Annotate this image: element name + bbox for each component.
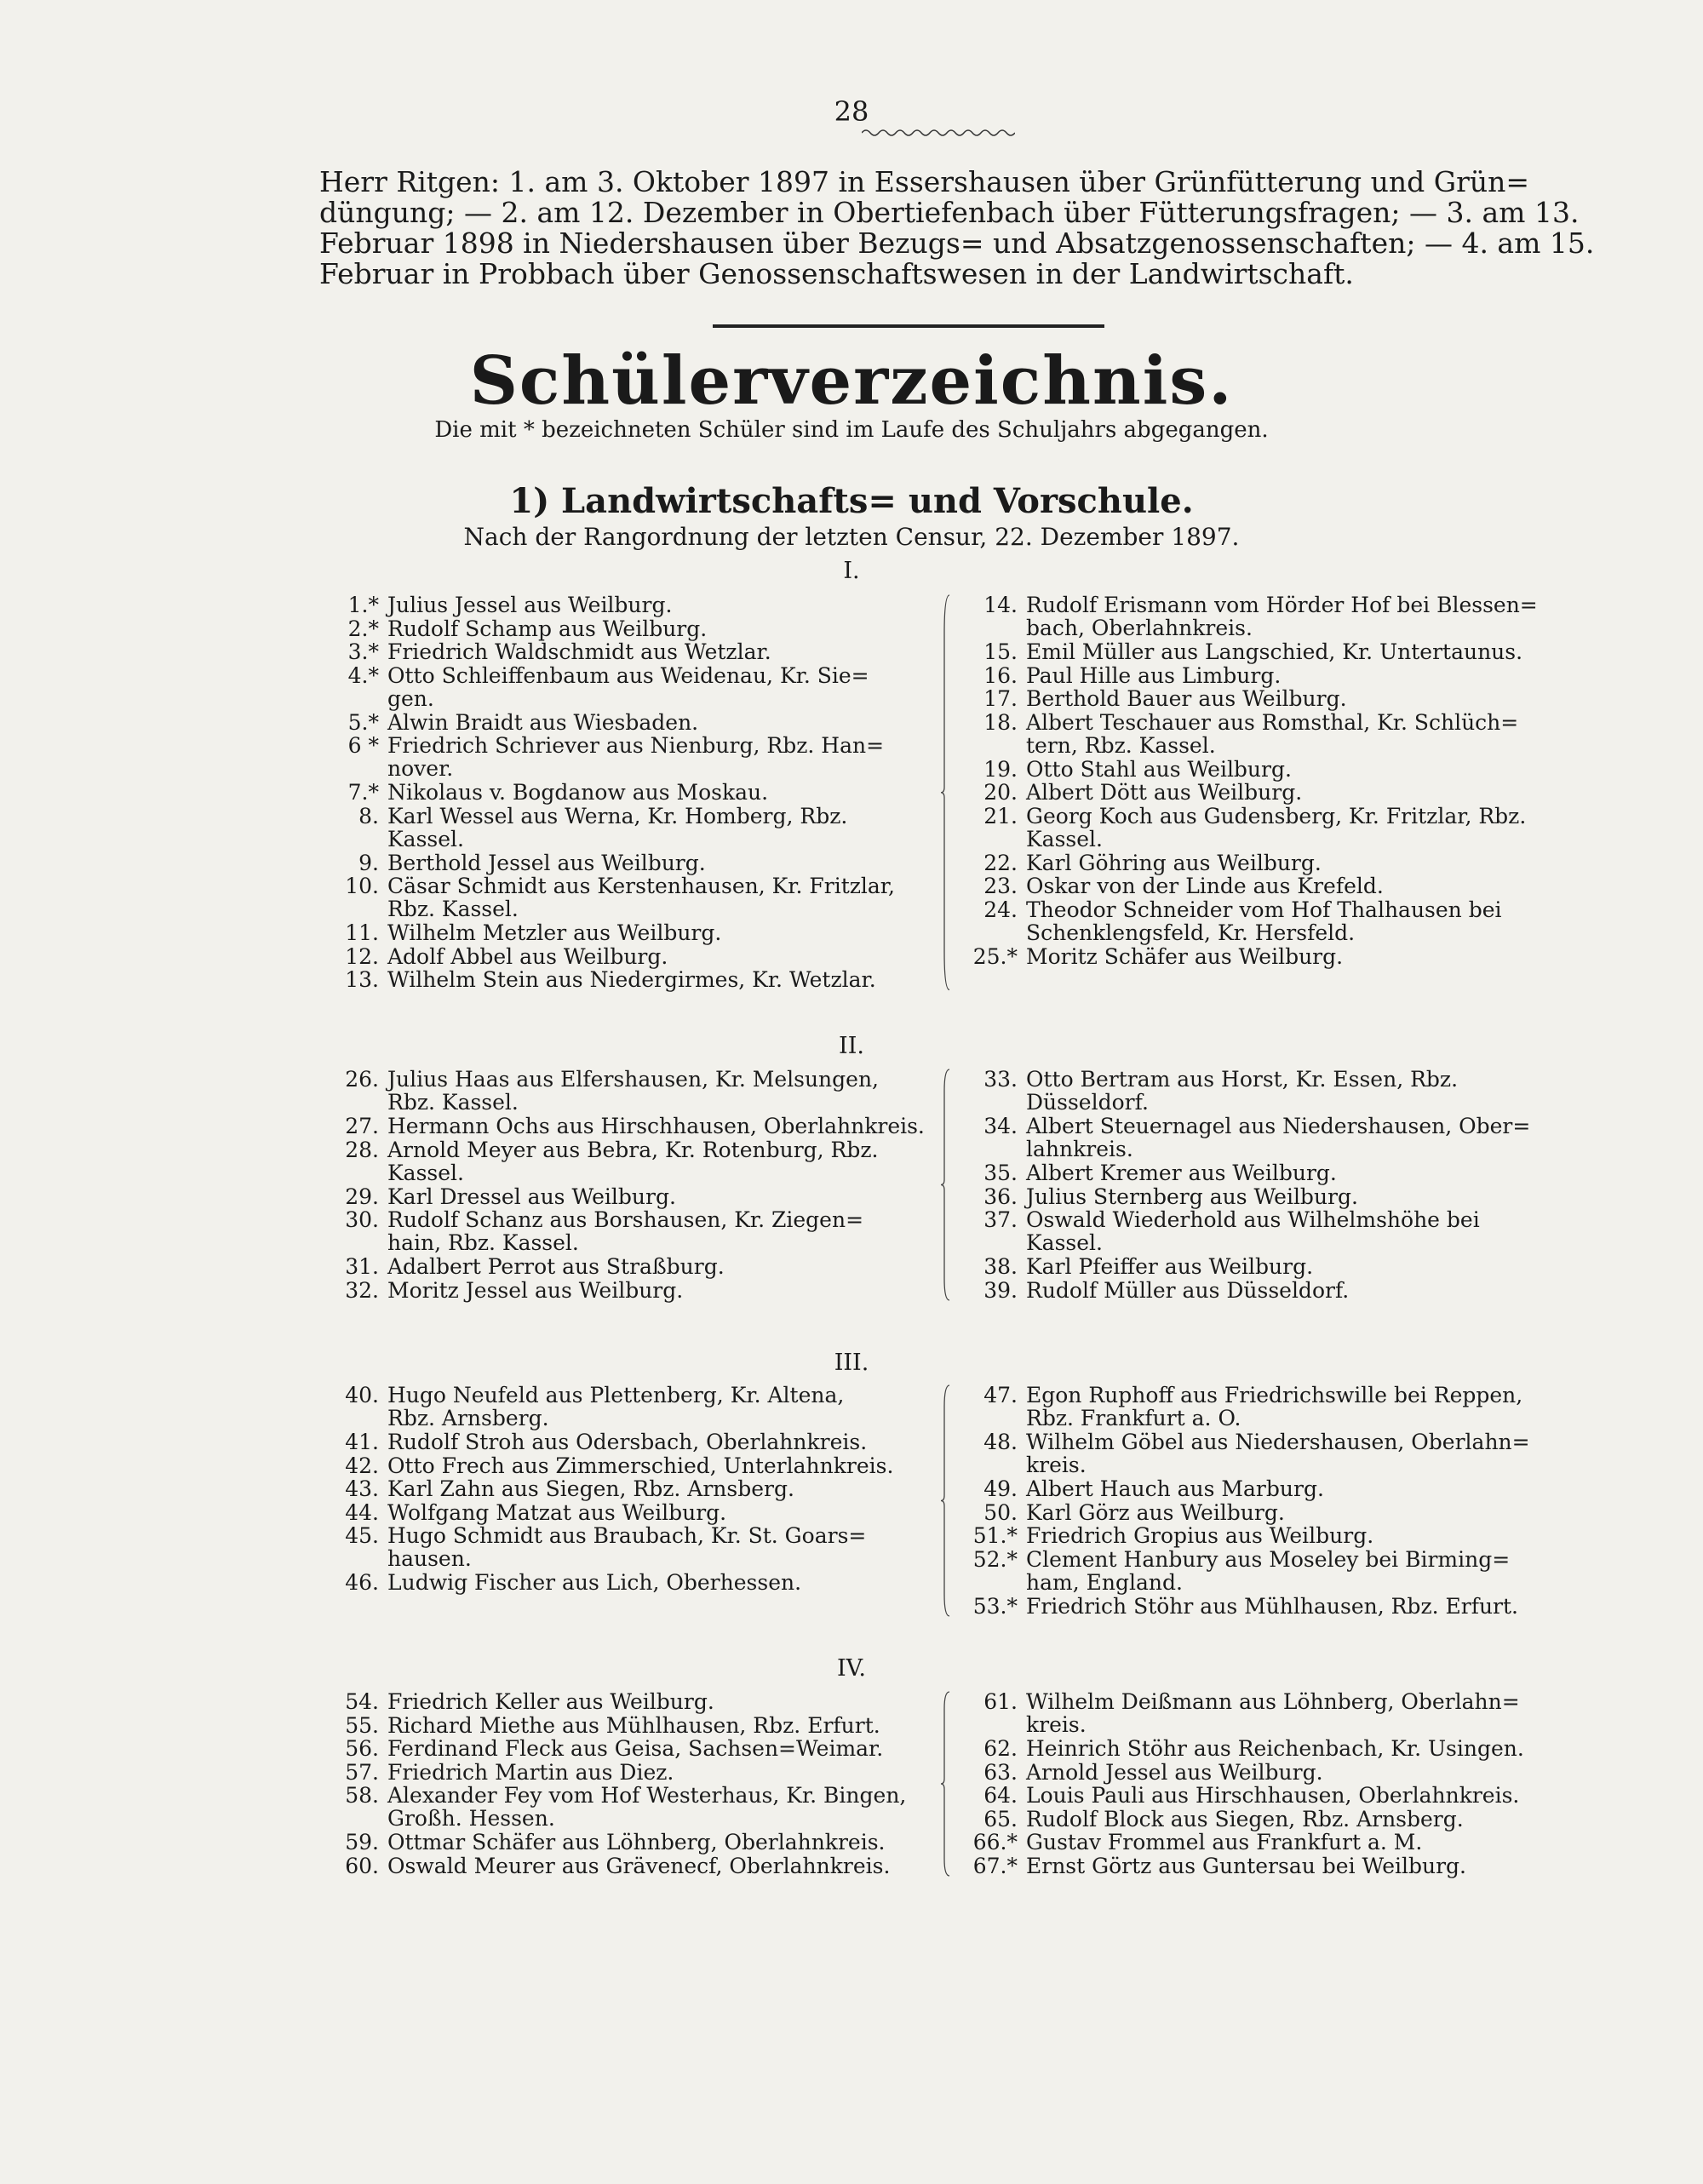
student-number: 62. — [983, 1736, 1018, 1761]
page-number: 28 — [834, 95, 869, 128]
student-text: Ludwig Fischer aus Lich, Oberhessen. — [387, 1570, 802, 1595]
student-entry — [972, 1830, 1614, 1854]
student-number: 12. — [345, 943, 379, 969]
student-entry — [983, 1383, 1614, 1430]
student-number: 7.* — [347, 780, 379, 805]
intro-paragraph — [319, 167, 1597, 289]
student-text: Rudolf Stroh aus Odersbach, Oberlahnkreis. — [387, 1430, 868, 1454]
student-text: Theodor Schneider vom Hof Thalhausen bei — [1026, 897, 1502, 922]
student-text: Rbz. Kassel. — [387, 1090, 519, 1115]
student-entry — [983, 803, 1614, 851]
student-number: 18. — [983, 709, 1018, 735]
student-text: Hermann Ochs aus Hirschhausen, Oberlahnkreis. — [387, 1114, 925, 1138]
student-text: Arnold Jessel aus Weilburg. — [1026, 1759, 1323, 1785]
student-number: 66.* — [972, 1830, 1018, 1854]
student-text: gen. — [387, 685, 434, 711]
student-text: Ernst Görtz aus Guntersau bei Weilburg. — [1026, 1853, 1466, 1878]
student-entry — [983, 1277, 1614, 1303]
student-number: 19. — [983, 756, 1018, 782]
student-entry — [345, 967, 975, 992]
student-text: Wilhelm Metzler aus Weilburg. — [387, 920, 722, 945]
student-text: Nikolaus v. Bogdanow aus Moskau. — [387, 780, 769, 805]
student-text: Berthold Jessel aus Weilburg. — [387, 850, 706, 875]
student-number: 56. — [345, 1736, 379, 1761]
student-entry — [345, 920, 975, 945]
student-number: 20. — [983, 780, 1018, 805]
student-text: Schenklengsfeld, Kr. Hersfeld. — [1026, 920, 1356, 945]
student-entry — [345, 1184, 975, 1209]
student-entry — [983, 780, 1614, 805]
student-number: 45. — [345, 1523, 379, 1548]
student-text: Rbz. Arnsberg. — [387, 1406, 549, 1430]
student-entry — [983, 1476, 1614, 1501]
student-text: Rudolf Erismann vom Hörder Hof bei Blessen= — [1026, 593, 1538, 617]
student-text: Louis Pauli aus Hirschhausen, Oberlahnkreis. — [1026, 1783, 1520, 1808]
student-number: 10. — [345, 874, 379, 898]
student-number: 51.* — [972, 1523, 1018, 1548]
student-number: 9. — [358, 850, 379, 875]
student-entry — [983, 593, 1614, 640]
student-text: Adolf Abbel aus Weilburg. — [387, 943, 668, 969]
student-entry — [345, 1712, 975, 1738]
student-entry — [983, 709, 1614, 758]
student-entry — [983, 1783, 1614, 1808]
divider-rule — [713, 324, 1104, 328]
student-text: Moritz Schäfer aus Weilburg. — [1026, 943, 1344, 969]
student-text: Friedrich Stöhr aus Mühlhausen, Rbz. Erfurt. — [1026, 1593, 1519, 1619]
section-subtitle: Nach der Rangordnung der letzten Censur, 22. Dezember 1897. — [463, 523, 1240, 551]
student-number: 23. — [983, 874, 1018, 898]
student-entry — [983, 1184, 1614, 1209]
student-number: 32. — [345, 1277, 379, 1303]
student-text: Albert Steuernagel aus Niedershausen, Ober= — [1026, 1114, 1531, 1138]
student-number: 30. — [345, 1207, 379, 1232]
student-entry — [983, 1254, 1614, 1279]
student-entry — [345, 1114, 975, 1138]
student-text: ham, England. — [1026, 1569, 1183, 1595]
student-number: 57. — [345, 1759, 379, 1785]
student-text: Julius Haas aus Elfershausen, Kr. Melsungen, — [387, 1067, 880, 1092]
student-number: 59. — [345, 1830, 379, 1854]
student-number: 6 * — [347, 733, 379, 758]
student-number: 65. — [983, 1806, 1018, 1831]
intro-line: Herr Ritgen: 1. am 3. Oktober 1897 in Essershausen über Grünfütterung und Grün= — [319, 165, 1530, 198]
student-number: 42. — [345, 1453, 379, 1478]
student-number: 46. — [345, 1570, 379, 1595]
student-entry — [983, 1207, 1614, 1255]
student-text: Rbz. Frankfurt a. O. — [1026, 1406, 1241, 1430]
student-number: 44. — [345, 1499, 379, 1525]
student-text: Kassel. — [387, 1160, 464, 1185]
column-brace — [941, 1690, 953, 1877]
student-number: 64. — [983, 1783, 1018, 1808]
student-entry — [983, 639, 1614, 664]
student-text: Kassel. — [387, 826, 464, 851]
student-number: 8. — [358, 803, 379, 828]
student-entry — [347, 639, 975, 664]
student-number: 14. — [983, 593, 1018, 617]
student-number: 58. — [345, 1783, 379, 1808]
student-number: 21. — [983, 803, 1018, 828]
student-entry — [345, 1736, 975, 1761]
student-number: 5.* — [347, 709, 379, 735]
student-text: Hugo Neufeld aus Plettenberg, Kr. Altena, — [387, 1383, 845, 1407]
student-entry — [345, 1499, 975, 1525]
student-entry — [347, 709, 975, 735]
student-entry — [345, 943, 975, 969]
student-text: Alexander Fey vom Hof Westerhaus, Kr. Bingen, — [387, 1783, 907, 1808]
student-number: 61. — [983, 1689, 1018, 1714]
student-text: Wilhelm Stein aus Niedergirmes, Kr. Wetzlar. — [387, 967, 876, 992]
intro-line: Februar in Probbach über Genossenschaftswesen in der Landwirtschaft. — [319, 257, 1354, 290]
student-entry — [983, 1806, 1614, 1831]
group-label: IV. — [836, 1655, 867, 1682]
column-brace — [941, 1384, 953, 1618]
student-text: Friedrich Gropius aus Weilburg. — [1026, 1523, 1374, 1548]
student-entry — [345, 1783, 975, 1831]
student-text: Karl Wessel aus Werna, Kr. Homberg, Rbz. — [387, 803, 848, 828]
student-text: Moritz Jessel aus Weilburg. — [387, 1277, 684, 1303]
student-number: 4.* — [347, 662, 379, 688]
student-number: 34. — [983, 1114, 1018, 1138]
student-entry — [983, 850, 1614, 875]
student-entry — [972, 943, 1614, 969]
student-entry — [345, 1383, 975, 1430]
student-text: Karl Dressel aus Weilburg. — [387, 1184, 676, 1209]
student-text: Egon Ruphoff aus Friedrichswille bei Reppen, — [1026, 1383, 1523, 1407]
student-entry — [345, 1689, 975, 1714]
student-entry — [972, 1546, 1614, 1595]
student-text: Gustav Frommel aus Frankfurt a. M. — [1026, 1830, 1423, 1854]
student-entry — [345, 1759, 975, 1785]
student-number: 1.* — [347, 593, 379, 617]
student-text: Otto Frech aus Zimmerschied, Unterlahnkreis. — [387, 1453, 894, 1478]
student-text: Julius Jessel aus Weilburg. — [387, 593, 673, 617]
student-text: Berthold Bauer aus Weilburg. — [1026, 686, 1347, 711]
student-text: Karl Göhring aus Weilburg. — [1026, 850, 1322, 875]
student-text: Friedrich Martin aus Diez. — [387, 1759, 674, 1785]
student-text: Rudolf Müller aus Düsseldorf. — [1026, 1277, 1350, 1303]
student-entry — [345, 1830, 975, 1854]
student-entry — [347, 616, 975, 641]
student-number: 27. — [345, 1114, 379, 1138]
student-number: 53.* — [972, 1593, 1018, 1619]
student-entry — [983, 686, 1614, 711]
student-text: Karl Görz aus Weilburg. — [1026, 1499, 1285, 1525]
student-text: Otto Stahl aus Weilburg. — [1026, 756, 1292, 782]
student-entry — [983, 1736, 1614, 1761]
student-text: Paul Hille aus Limburg. — [1026, 662, 1282, 688]
student-number: 43. — [345, 1476, 379, 1501]
student-number: 63. — [983, 1759, 1018, 1785]
student-entry — [972, 1593, 1614, 1619]
intro-line: Februar 1898 in Niedershausen über Bezugs= und Absatzgenossenschaften; — 4. am 15. — [319, 226, 1595, 260]
column-brace — [941, 1068, 953, 1302]
student-text: Düsseldorf. — [1026, 1090, 1149, 1115]
student-entry — [345, 1476, 975, 1501]
student-text: Wilhelm Deißmann aus Löhnberg, Oberlahn= — [1026, 1689, 1520, 1714]
student-number: 33. — [983, 1067, 1018, 1092]
student-entry — [358, 850, 975, 875]
student-text: Rudolf Block aus Siegen, Rbz. Arnsberg. — [1026, 1806, 1464, 1831]
student-text: hausen. — [387, 1546, 472, 1571]
intro-line: düngung; — 2. am 12. Dezember in Obertiefenbach über Fütterungsfragen; — 3. am 13. — [319, 196, 1580, 229]
student-entry — [983, 1689, 1614, 1737]
student-entry — [983, 1499, 1614, 1525]
student-text: Friedrich Schriever aus Nienburg, Rbz. Han= — [387, 733, 885, 758]
student-entry — [347, 780, 975, 805]
student-number: 52.* — [972, 1546, 1018, 1572]
departure-note: Die mit * bezeichneten Schüler sind im Laufe des Schuljahrs abgegangen. — [434, 417, 1269, 443]
student-number: 25.* — [972, 943, 1018, 969]
student-text: Emil Müller aus Langschied, Kr. Untertaunus. — [1026, 639, 1523, 664]
student-text: Adalbert Perrot aus Straßburg. — [387, 1254, 725, 1279]
student-text: Wolfgang Matzat aus Weilburg. — [387, 1499, 727, 1525]
student-text: lahnkreis. — [1026, 1137, 1133, 1161]
student-number: 36. — [983, 1184, 1018, 1209]
student-entry — [983, 1161, 1614, 1185]
student-text: Julius Sternberg aus Weilburg. — [1026, 1184, 1358, 1209]
student-entry — [983, 756, 1614, 782]
student-text: hain, Rbz. Kassel. — [387, 1230, 579, 1255]
student-entry — [345, 1523, 975, 1571]
student-entry — [345, 1254, 975, 1279]
student-number: 60. — [345, 1853, 379, 1878]
group-label: I. — [843, 558, 860, 584]
student-entry — [345, 1207, 975, 1255]
student-text: Großh. Hessen. — [387, 1806, 555, 1831]
student-text: Albert Kremer aus Weilburg. — [1026, 1161, 1337, 1185]
student-entry — [345, 1137, 975, 1185]
student-text: Ferdinand Fleck aus Geisa, Sachsen=Weimar. — [387, 1736, 884, 1761]
student-text: tern, Rbz. Kassel. — [1026, 732, 1216, 758]
student-text: Rbz. Kassel. — [387, 897, 519, 921]
student-number: 35. — [983, 1161, 1018, 1185]
student-number: 22. — [983, 850, 1018, 875]
student-entry — [983, 1430, 1614, 1477]
student-text: Otto Schleiffenbaum aus Weidenau, Kr. Sie= — [387, 662, 869, 688]
student-text: Wilhelm Göbel aus Niedershausen, Oberlahn= — [1026, 1430, 1530, 1454]
student-number: 26. — [345, 1067, 379, 1092]
student-text: Friedrich Keller aus Weilburg. — [387, 1689, 714, 1714]
student-number: 31. — [345, 1254, 379, 1279]
student-entry — [983, 1114, 1614, 1161]
student-entry — [345, 1277, 975, 1303]
student-text: Clement Hanbury aus Moseley bei Birming= — [1026, 1546, 1511, 1572]
student-entry — [347, 733, 975, 781]
student-text: kreis. — [1026, 1712, 1087, 1737]
student-number: 40. — [345, 1383, 379, 1407]
student-number: 2.* — [347, 616, 379, 641]
student-text: nover. — [387, 756, 454, 781]
student-text: Cäsar Schmidt aus Kerstenhausen, Kr. Fritzlar, — [387, 874, 895, 898]
student-number: 49. — [983, 1476, 1018, 1501]
student-entry — [345, 1067, 975, 1115]
student-number: 29. — [345, 1184, 379, 1209]
student-text: Oswald Meurer aus Grävenecf, Oberlahnkreis. — [387, 1853, 891, 1878]
student-entry — [347, 662, 975, 711]
student-text: Oskar von der Linde aus Krefeld. — [1026, 874, 1384, 898]
student-entry — [983, 1759, 1614, 1785]
student-number: 50. — [983, 1499, 1018, 1525]
student-number: 15. — [983, 639, 1018, 664]
student-number: 28. — [345, 1137, 379, 1162]
student-text: bach, Oberlahnkreis. — [1026, 616, 1253, 640]
student-text: Kassel. — [1026, 1230, 1103, 1255]
student-text: Karl Zahn aus Siegen, Rbz. Arnsberg. — [387, 1476, 794, 1501]
student-text: Heinrich Stöhr aus Reichenbach, Kr. Usingen. — [1026, 1736, 1524, 1761]
student-entry — [983, 874, 1614, 898]
student-text: Alwin Braidt aus Wiesbaden. — [387, 709, 699, 735]
student-entry — [345, 874, 975, 921]
student-number: 37. — [983, 1207, 1018, 1232]
student-text: Richard Miethe aus Mühlhausen, Rbz. Erfurt. — [387, 1712, 880, 1738]
group-label: II. — [839, 1033, 864, 1059]
student-entry — [972, 1523, 1614, 1548]
student-number: 38. — [983, 1254, 1018, 1279]
student-number: 67.* — [972, 1853, 1018, 1878]
student-number: 47. — [983, 1383, 1018, 1407]
column-brace — [941, 593, 953, 992]
student-text: Ottmar Schäfer aus Löhnberg, Oberlahnkreis. — [387, 1830, 886, 1854]
student-text: Karl Pfeiffer aus Weilburg. — [1026, 1254, 1314, 1279]
student-entry — [345, 1570, 975, 1595]
student-text: Oswald Wiederhold aus Wilhelmshöhe bei — [1026, 1207, 1480, 1232]
student-number: 3.* — [347, 639, 379, 664]
student-number: 17. — [983, 686, 1018, 711]
student-number: 11. — [345, 920, 379, 945]
student-entry — [345, 1430, 975, 1454]
group-label: III. — [834, 1350, 869, 1376]
student-text: Friedrich Waldschmidt aus Wetzlar. — [387, 639, 771, 664]
student-entry — [972, 1853, 1614, 1878]
student-entry — [358, 803, 975, 851]
page-title: Schülerverzeichnis. — [469, 342, 1234, 420]
student-text: Kassel. — [1026, 826, 1103, 851]
student-text: kreis. — [1026, 1453, 1087, 1477]
student-entry — [983, 662, 1614, 688]
student-text: Hugo Schmidt aus Braubach, Kr. St. Goars= — [387, 1523, 867, 1548]
student-text: Albert Hauch aus Marburg. — [1026, 1476, 1324, 1501]
student-text: Albert Teschauer aus Romsthal, Kr. Schlüch= — [1026, 709, 1519, 735]
student-number: 41. — [345, 1430, 379, 1454]
student-text: Albert Dött aus Weilburg. — [1026, 780, 1303, 805]
student-number: 16. — [983, 662, 1018, 688]
student-text: Rudolf Schanz aus Borshausen, Kr. Ziegen= — [387, 1207, 864, 1232]
student-text: Georg Koch aus Gudensberg, Kr. Fritzlar, Rbz. — [1026, 803, 1527, 828]
student-entry — [983, 897, 1614, 945]
student-number: 48. — [983, 1430, 1018, 1454]
student-number: 54. — [345, 1689, 379, 1714]
decorative-squiggle — [862, 128, 1015, 138]
section-title: 1) Landwirtschafts= und Vorschule. — [509, 481, 1194, 521]
student-entry — [345, 1453, 975, 1478]
student-entry — [345, 1853, 975, 1878]
student-text: Otto Bertram aus Horst, Kr. Essen, Rbz. — [1026, 1067, 1459, 1092]
student-number: 24. — [983, 897, 1018, 922]
student-text: Rudolf Schamp aus Weilburg. — [387, 616, 708, 641]
student-number: 39. — [983, 1277, 1018, 1303]
student-number: 55. — [345, 1712, 379, 1738]
student-entry — [983, 1067, 1614, 1115]
student-entry — [347, 593, 975, 617]
student-text: Arnold Meyer aus Bebra, Kr. Rotenburg, Rbz. — [387, 1137, 879, 1162]
student-number: 13. — [345, 967, 379, 992]
